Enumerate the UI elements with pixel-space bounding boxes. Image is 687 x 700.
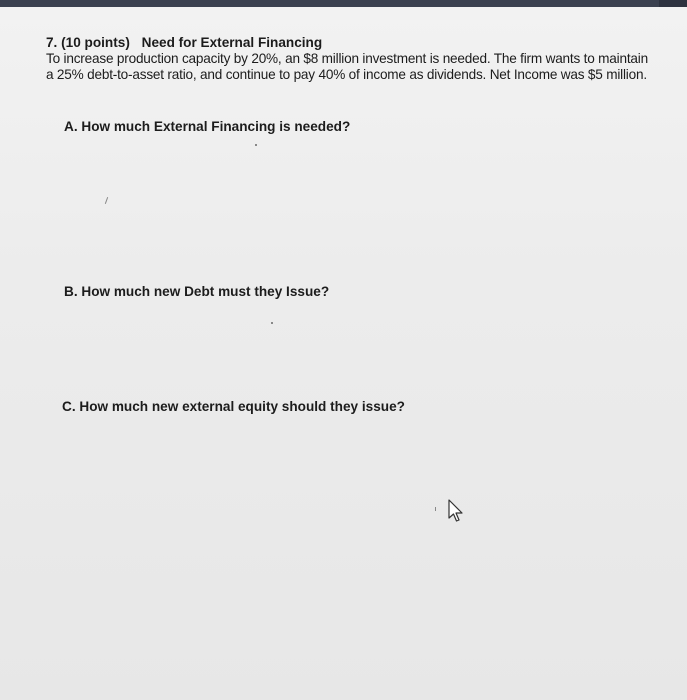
question-header — [46, 35, 656, 51]
part-a-prompt: A. How much External Financing is needed? — [64, 119, 351, 134]
question-points: (10 points) — [61, 35, 130, 50]
stray-mark — [105, 197, 108, 204]
stray-mark — [435, 507, 436, 511]
stray-mark — [255, 144, 257, 146]
stray-mark — [271, 322, 273, 324]
question-number: 7. — [46, 35, 58, 50]
window-top-bar — [0, 0, 687, 7]
part-b-prompt: B. How much new Debt must they Issue? — [64, 284, 330, 299]
top-bar-corner — [659, 0, 687, 7]
part-c-prompt: C. How much new external equity should they issue? — [62, 399, 405, 414]
question-block — [46, 35, 656, 83]
arrow-pointer-icon — [446, 498, 466, 524]
question-body: To increase production capacity by 20%, an $8 million investment is needed. The firm wants to maintain a 25% debt-to-asset ratio, and continue to pay 40% of income as dividends. Net Income was $5 million. — [46, 51, 648, 82]
question-title: Need for External Financing — [141, 35, 323, 50]
